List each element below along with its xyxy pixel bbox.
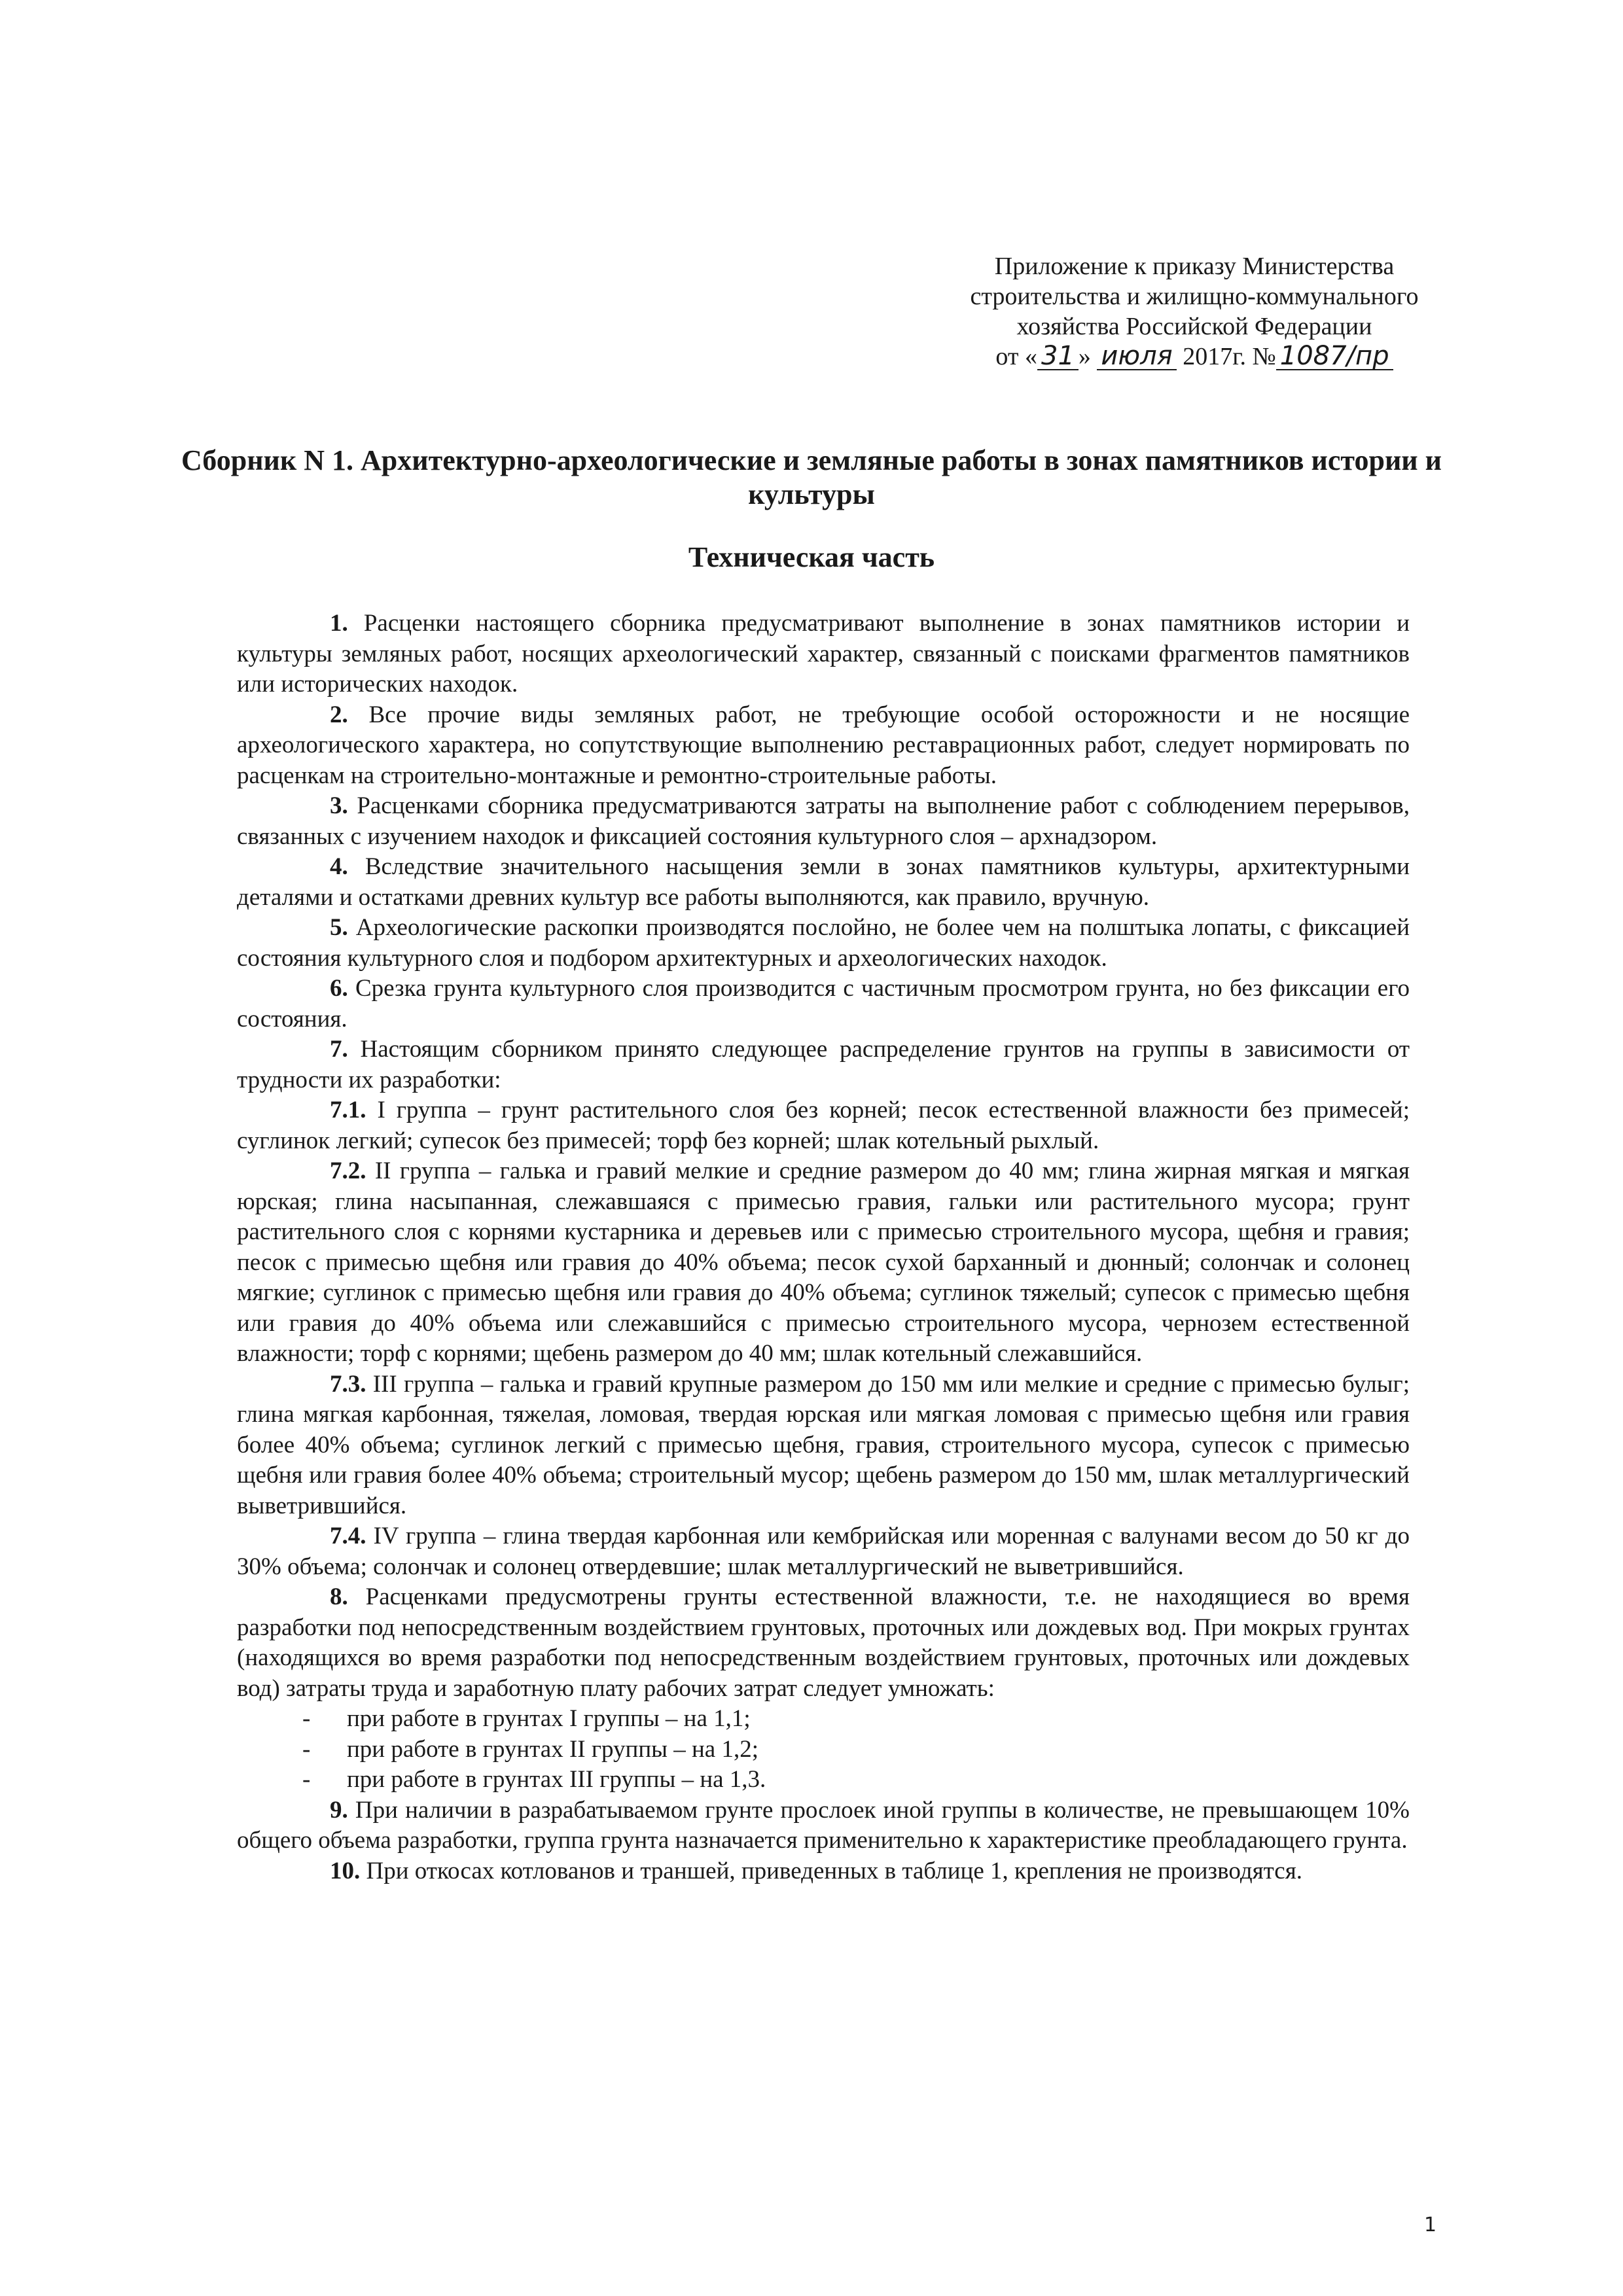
list-dash: - <box>302 1705 311 1732</box>
paragraph-number: 8. <box>330 1583 348 1610</box>
paragraph-number: 2. <box>330 701 348 728</box>
paragraph-3 <box>237 791 1410 852</box>
multiplier-list <box>237 1704 1410 1795</box>
paragraph-text: III группа – галька и гравий крупные размером до 150 мм или мелкие и средние с примесью булыг; глина мягкая карбонная, тяжелая, ломовая, твердая юрская или мягкая ломовая с примесью щебня или гравия более 40% объема; суглинок легкий с примесью щебня, гравия, строительного мусора, супесок с примесью щебня или гравия более 40% объема; строительный мусор; щебень размером до 150 мм, шлак металлургический выветрившийся. <box>237 1370 1410 1519</box>
list-item-text: при работе в грунтах II группы – на 1,2; <box>347 1735 758 1763</box>
list-item-text: при работе в грунтах I группы – на 1,1; <box>347 1705 751 1732</box>
header-line-1: Приложение к приказу Министерства <box>994 253 1395 280</box>
paragraph-number: 5. <box>330 914 348 941</box>
paragraph-7-4 <box>237 1521 1410 1582</box>
date-year: 2017г. № <box>1183 343 1276 370</box>
date-month: июля <box>1101 341 1173 371</box>
section-subtitle: Техническая часть <box>688 541 935 573</box>
header-date-line <box>916 342 1472 372</box>
paragraph-text: IV группа – глина твердая карбонная или кембрийская или моренная с валунами весом до 50 кг до 30% объема; солончак и солонец отвердевшие; шлак металлургический не выветрившийся. <box>237 1523 1410 1580</box>
list-item <box>237 1704 1410 1735</box>
date-month-handwritten <box>1097 341 1176 371</box>
paragraph-text: Срезка грунта культурного слоя производится с частичным просмотром грунта, но без фиксации его состояния. <box>237 975 1410 1033</box>
paragraph-text: II группа – галька и гравий мелкие и средние размером до 40 мм; глина жирная мягкая и мягкая юрская; глина насыпанная, слежавшаяся с примесью гравия, гальки или растительного мусора; грунт растительного слоя с корнями кустарника и деревьев или с примесью строительного мусора, щебня и гравия; песок с примесью щебня или гравия до 40% объема; песок сухой барханный и дюнный; солончак и солонец мягкие; суглинок с примесью щебня или гравия до 40% объема; суглинок тяжелый; супесок с примесью щебня или гравия до 40% объема или слежавшийся с примесью строительного мусора, чернозем естественной влажности; торф с корнями; щебень размером до 40 мм; шлак котельный слежавшийся. <box>237 1157 1410 1367</box>
paragraph-number: 7.4. <box>330 1523 366 1549</box>
page-number: 1 <box>1424 2214 1437 2236</box>
paragraph-10 <box>237 1856 1410 1887</box>
paragraph-text: Расценки настоящего сборника предусматривают выполнение в зонах памятников истории и культуры земляных работ, носящих археологический характер, связанный с поисками фрагментов памятников или исторических находок. <box>237 610 1410 698</box>
paragraph-6 <box>237 974 1410 1034</box>
paragraph-text: I группа – грунт растительного слоя без корней; песок естественной влажности без примесей; суглинок легкий; супесок без примесей; торф без корней; шлак котельный рыхлый. <box>237 1097 1410 1154</box>
paragraph-number: 7.1. <box>330 1097 366 1123</box>
date-mid: » <box>1078 343 1091 370</box>
list-item <box>237 1735 1410 1765</box>
order-appendix-header <box>916 251 1472 372</box>
paragraph-number: 7.3. <box>330 1370 366 1398</box>
paragraph-text: Все прочие виды земляных работ, не требующие особой осторожности и не носящие археологического характера, но сопутствующие выполнению реставрационных работ, следует нормировать по расценкам на строительно-монтажные и ремонтно-строительные работы. <box>237 701 1410 789</box>
list-item <box>237 1765 1410 1795</box>
paragraph-number: 6. <box>330 975 348 1002</box>
paragraph-number: 9. <box>330 1796 348 1824</box>
header-line-3: хозяйства Российской Федерации <box>1016 313 1372 340</box>
paragraph-number: 3. <box>330 792 348 819</box>
paragraph-7 <box>237 1034 1410 1095</box>
paragraph-number: 10. <box>330 1857 361 1884</box>
paragraph-number: 4. <box>330 853 348 880</box>
list-dash: - <box>302 1735 311 1763</box>
paragraph-number: 7. <box>330 1036 348 1063</box>
paragraph-number: 1. <box>330 610 348 637</box>
date-day: 31 <box>1041 341 1075 371</box>
header-line-2: строительства и жилищно-коммунального <box>970 283 1419 310</box>
document-title: Сборник N 1. Архитектурно-археологические и земляные работы в зонах памятников истории и культуры <box>181 444 1442 510</box>
paragraph-9 <box>237 1795 1410 1856</box>
paragraph-text: Вследствие значительного насыщения земли в зонах памятников культуры, архитектурными деталями и остатками древних культур все работы выполняются, как правило, вручную. <box>237 853 1410 911</box>
paragraph-1 <box>237 609 1410 700</box>
paragraph-text: Расценками сборника предусматриваются затраты на выполнение работ с соблюдением перерывов, связанных с изучением находок и фиксацией состояния культурного слоя – архнадзором. <box>237 792 1410 850</box>
paragraph-4 <box>237 852 1410 913</box>
paragraph-2 <box>237 700 1410 792</box>
paragraph-5 <box>237 913 1410 974</box>
list-item-text: при работе в грунтах III группы – на 1,3. <box>347 1766 766 1793</box>
paragraph-text: При откосах котлованов и траншей, приведенных в таблице 1, крепления не производятся. <box>360 1857 1302 1884</box>
paragraph-7-2 <box>237 1156 1410 1369</box>
paragraph-text: Археологические раскопки производятся послойно, не более чем на полштыка лопаты, с фиксацией состояния культурного слоя и подбором архитектурных и археологических находок. <box>237 914 1410 972</box>
paragraph-7-1 <box>237 1095 1410 1156</box>
paragraph-text: Настоящим сборником принято следующее распределение грунтов на группы в зависимости от трудности их разработки: <box>237 1036 1410 1093</box>
order-number-handwritten <box>1276 341 1393 371</box>
paragraph-8 <box>237 1582 1410 1704</box>
paragraph-text: Расценками предусмотрены грунты естественной влажности, т.е. не находящиеся во время разработки под непосредственным воздействием грунтовых, проточных или дождевых вод. При мокрых грунтах (находящихся во время разработки под непосредственным воздействием грунтовых, проточных или дождевых вод) затраты труда и заработную плату рабочих затрат следует умножать: <box>237 1583 1410 1702</box>
document-body <box>237 609 1410 1886</box>
paragraph-text: При наличии в разрабатываемом грунте прослоек иной группы в количестве, не превышающем 10% общего объема разработки, группа грунта назначается применительно к характеристике преобладающего грунта. <box>237 1796 1410 1854</box>
paragraph-7-3 <box>237 1369 1410 1522</box>
list-dash: - <box>302 1766 311 1793</box>
date-prefix: от « <box>995 343 1037 370</box>
date-day-handwritten <box>1037 341 1079 371</box>
paragraph-number: 7.2. <box>330 1157 366 1184</box>
order-number: 1087/пр <box>1279 341 1389 371</box>
